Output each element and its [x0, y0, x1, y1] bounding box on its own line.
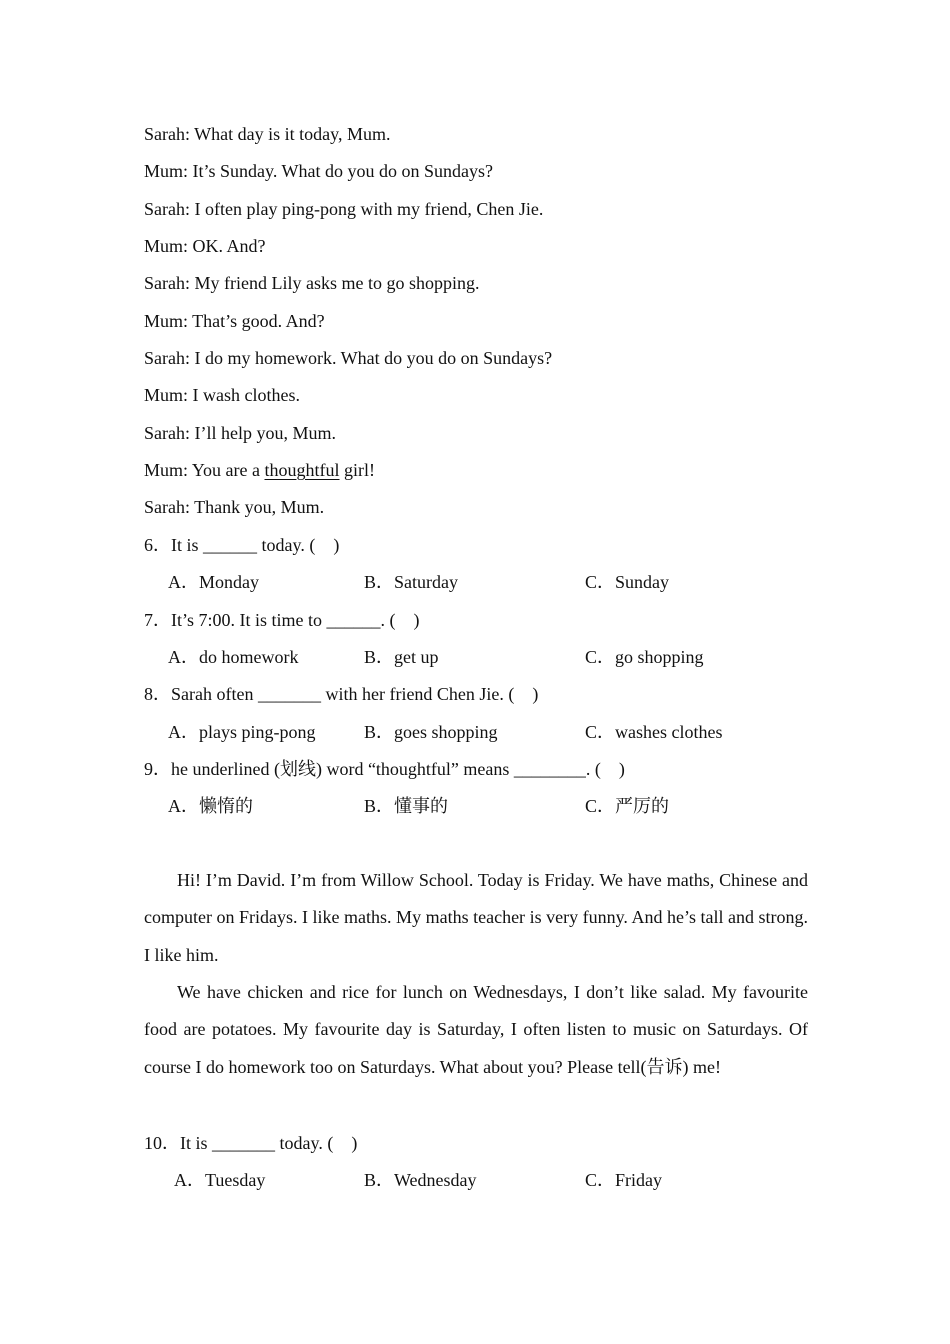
question-8-option-c: C．washes clothes: [585, 722, 723, 742]
dialogue-line: Mum: It’s Sunday. What do you do on Sundays?: [144, 161, 493, 181]
dialogue-line: Sarah: I do my homework. What do you do on Sundays?: [144, 348, 553, 368]
dialogue-line: Sarah: I’ll help you, Mum.: [144, 423, 336, 443]
question-9-option-a: A．懒惰的: [168, 796, 253, 816]
question-8-option-a: A．plays ping-pong: [168, 722, 316, 742]
underlined-word: thoughtful: [264, 460, 340, 480]
dialogue-line-underlined: [144, 459, 375, 481]
question-7-option-a: A．do homework: [168, 647, 299, 667]
question-8: 8．Sarah often _______ with her friend Chen Jie. ( ): [144, 684, 539, 704]
question-9: 9．he underlined (划线) word “thoughtful” means ________. ( ): [144, 759, 625, 779]
question-6: 6．It is ______ today. ( ): [144, 535, 340, 555]
question-9-option-c: C．严厉的: [585, 796, 670, 816]
dialogue-line: Sarah: My friend Lily asks me to go shopping.: [144, 273, 480, 293]
question-6-option-b: B．Saturday: [364, 572, 458, 592]
dialogue-line: Sarah: What day is it today, Mum.: [144, 124, 391, 144]
passage-paragraph-2: We have chicken and rice for lunch on Wednesdays, I don’t like salad. My favourite food are potatoes. My favourite day is Saturday, I often listen to music on Saturdays. Of course I do homework too on Saturdays. What about you? Please tell(告诉) me!: [144, 982, 808, 1077]
passage-paragraph-1: Hi! I’m David. I’m from Willow School. Today is Friday. We have maths, Chinese and computer on Fridays. I like maths. My maths teacher is very funny. And he’s tall and strong. I like him.: [144, 870, 808, 965]
dialogue-line: Sarah: I often play ping-pong with my friend, Chen Jie.: [144, 199, 544, 219]
question-8-option-b: B．goes shopping: [364, 722, 498, 742]
dialogue-text: girl!: [339, 460, 375, 480]
dialogue-line: Mum: OK. And?: [144, 236, 266, 256]
dialogue-line: Sarah: Thank you, Mum.: [144, 497, 325, 517]
question-7-option-c: C．go shopping: [585, 647, 704, 667]
dialogue-line: Mum: That’s good. And?: [144, 311, 325, 331]
question-10: 10．It is _______ today. ( ): [144, 1133, 358, 1153]
question-9-option-b: B．懂事的: [364, 796, 449, 816]
question-6-option-a: A．Monday: [168, 572, 259, 592]
question-10-option-b: B．Wednesday: [364, 1170, 477, 1190]
dialogue-line: Mum: I wash clothes.: [144, 385, 300, 405]
question-10-option-c: C．Friday: [585, 1170, 663, 1190]
question-7-option-b: B．get up: [364, 647, 439, 667]
question-6-option-c: C．Sunday: [585, 572, 670, 592]
dialogue-text: Mum: You are a: [144, 460, 265, 480]
question-7: 7．It’s 7:00. It is time to ______. ( ): [144, 610, 420, 630]
question-10-option-a: A．Tuesday: [174, 1170, 266, 1190]
